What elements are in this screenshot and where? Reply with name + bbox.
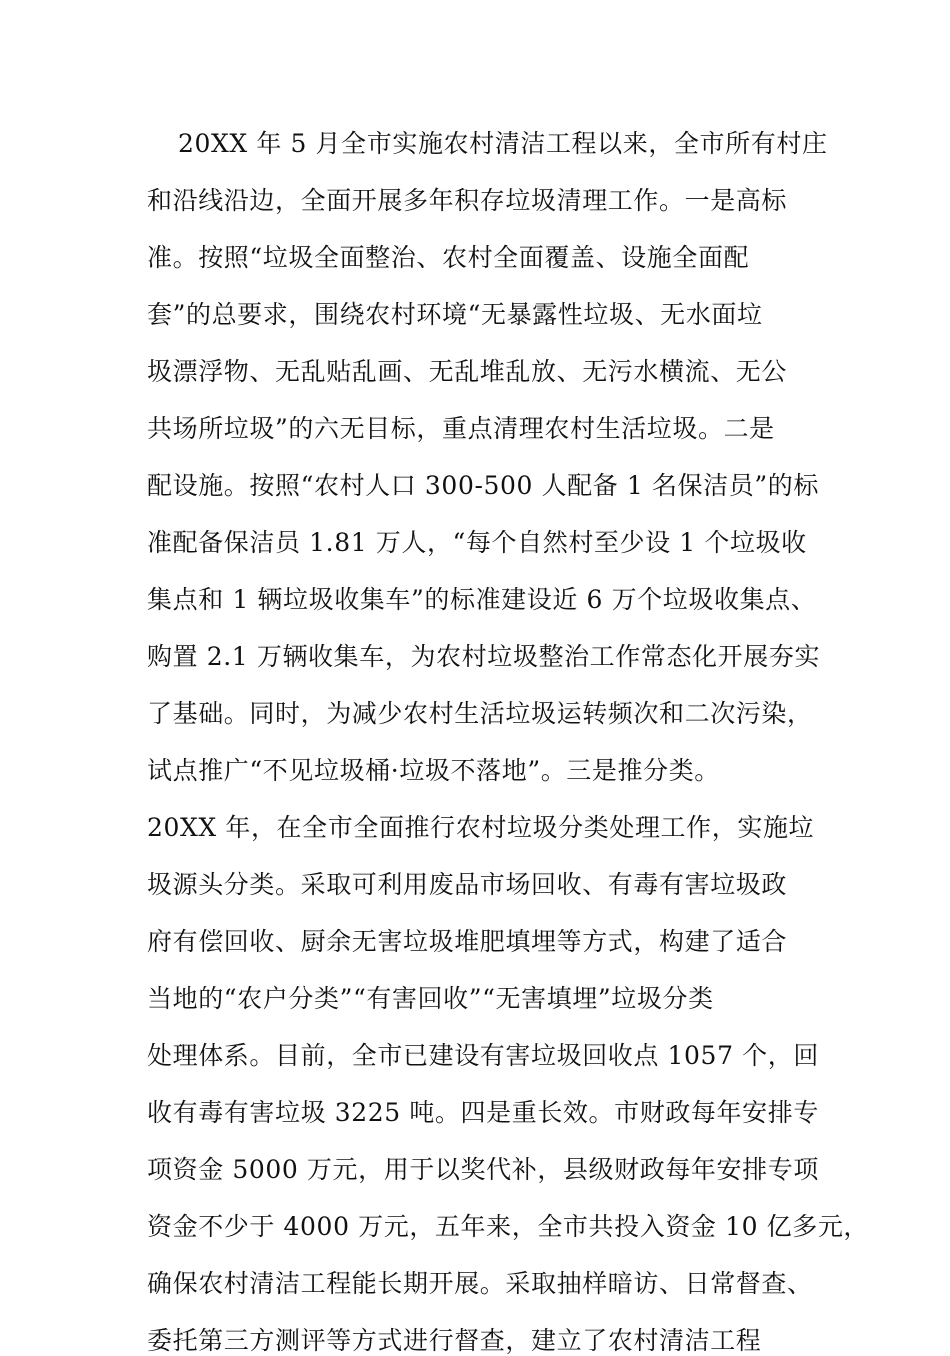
paragraph-line-16: 当地的“农户分类”“有害回收”“无害填埋”垃圾分类	[147, 984, 714, 1013]
paragraph-line-13: 20XX 年，在全市全面推行农村垃圾分类处理工作，实施垃	[147, 813, 815, 842]
paragraph-line-7: 配设施。按照“农村人口 300-500 人配备 1 名保洁员”的标	[147, 471, 819, 500]
paragraph-line-17: 处理体系。目前，全市已建设有害垃圾回收点 1057 个，回	[147, 1041, 819, 1070]
paragraph-line-9: 集点和 1 辆垃圾收集车”的标准建设近 6 万个垃圾收集点、	[147, 585, 817, 614]
paragraph-line-8: 准配备保洁员 1.81 万人，“每个自然村至少设 1 个垃圾收	[147, 528, 807, 557]
paragraph-line-18: 收有毒有害垃圾 3225 吨。四是重长效。市财政每年安排专	[147, 1098, 819, 1127]
paragraph-line-21: 确保农村清洁工程能长期开展。采取抽样暗访、日常督查、	[147, 1269, 813, 1298]
paragraph-line-19: 项资金 5000 万元，用于以奖代补，县级财政每年安排专项	[147, 1155, 819, 1184]
paragraph-line-1: 20XX 年 5 月全市实施农村清洁工程以来，全市所有村庄	[178, 129, 828, 158]
paragraph-line-4: 套”的总要求，围绕农村环境“无暴露性垃圾、无水面垃	[147, 300, 763, 329]
paragraph-line-3: 准。按照“垃圾全面整治、农村全面覆盖、设施全面配	[147, 243, 750, 272]
paragraph-line-10: 购置 2.1 万辆收集车，为农村垃圾整治工作常态化开展夯实	[147, 642, 821, 671]
paragraph-line-5: 圾漂浮物、无乱贴乱画、无乱堆乱放、无污水横流、无公	[147, 357, 788, 386]
paragraph-line-22: 委托第三方测评等方式进行督查，建立了农村清洁工程	[147, 1326, 762, 1355]
paragraph-line-6: 共场所垃圾”的六无目标，重点清理农村生活垃圾。二是	[147, 414, 775, 443]
paragraph-line-14: 圾源头分类。采取可利用废品市场回收、有毒有害垃圾政	[147, 870, 788, 899]
paragraph-line-20: 资金不少于 4000 万元，五年来，全市共投入资金 10 亿多元，	[147, 1212, 870, 1241]
paragraph-line-11: 了基础。同时，为减少农村生活垃圾运转频次和二次污染，	[147, 699, 813, 728]
paragraph-line-15: 府有偿回收、厨余无害垃圾堆肥填埋等方式，构建了适合	[147, 927, 788, 956]
paragraph-line-12: 试点推广“不见垃圾桶·垃圾不落地”。三是推分类。	[147, 756, 720, 785]
paragraph-line-2: 和沿线沿边，全面开展多年积存垃圾清理工作。一是高标	[147, 186, 788, 215]
